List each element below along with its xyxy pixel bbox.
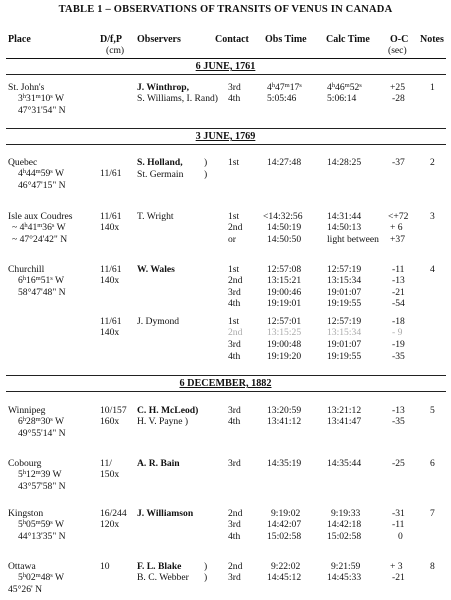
place-latitude: 58°47'48" N xyxy=(18,287,66,298)
header-rule xyxy=(6,58,446,59)
o-c: + 3 xyxy=(390,561,403,572)
observer-name: T. Wright xyxy=(137,211,174,222)
observer-name: J. Dymond xyxy=(137,316,180,327)
place-longitude: 4$^h$44$^m$59$^s$ W xyxy=(18,168,65,179)
obs-time: 19:19:01 xyxy=(267,298,302,309)
observer-name: J. Winthrop, xyxy=(137,82,189,93)
obs-time: 19:00:46 xyxy=(267,287,302,298)
header-oc: O-C xyxy=(390,34,409,45)
contact: 2nd xyxy=(228,561,243,572)
calc-time: 9:19:33 xyxy=(331,508,361,519)
place-longitude: 6$^h$16$^m$51$^s$ W xyxy=(18,275,65,286)
obs-time: 19:00:48 xyxy=(267,339,302,350)
contact: 1st xyxy=(228,211,240,222)
observer-name: B. C. Webber xyxy=(137,572,189,583)
calc-time: 14:45:33 xyxy=(327,572,362,583)
o-c: 0 xyxy=(398,531,403,542)
place-latitude: 47°31'54" N xyxy=(18,105,66,116)
obs-time: <14:32:56 xyxy=(263,211,303,222)
calc-time: 4$^h$46$^m$52$^s$ xyxy=(327,82,362,93)
header-place: Place xyxy=(8,34,31,45)
calc-time: 5:06:14 xyxy=(327,93,357,104)
section-rule xyxy=(6,391,446,392)
o-c: - 9 xyxy=(392,327,403,338)
dfp-value: 10 xyxy=(100,561,110,572)
obs-time: 13:15:25 xyxy=(267,327,302,338)
calc-time: 15:02:58 xyxy=(327,531,362,542)
note-number: 8 xyxy=(430,561,435,572)
place-latitude: ~ 47°24'42" N xyxy=(12,234,68,245)
observer-name: W. Wales xyxy=(137,264,175,275)
calc-time: 14:31:44 xyxy=(327,211,362,222)
dfp-value: 16/244 xyxy=(100,508,127,519)
calc-time: 13:41:47 xyxy=(327,416,362,427)
header-observers: Observers xyxy=(137,34,181,45)
place-longitude: 5$^h$12$^m$39 W xyxy=(18,469,62,480)
section-rule xyxy=(6,375,446,376)
obs-time: 12:57:08 xyxy=(267,264,302,275)
bracket: ) xyxy=(204,157,208,168)
place-name: Isle aux Coudres xyxy=(8,211,73,222)
contact: 3rd xyxy=(228,287,241,298)
contact: 2nd xyxy=(228,222,243,233)
contact: 3rd xyxy=(228,572,241,583)
calc-time: 19:19:55 xyxy=(327,298,362,309)
observer-name: F. L. Blake xyxy=(137,561,182,572)
obs-time: 12:57:01 xyxy=(267,316,302,327)
obs-time: 14:42:07 xyxy=(267,519,302,530)
section-rule xyxy=(6,144,446,145)
obs-time: 5:05:46 xyxy=(267,93,297,104)
o-c: -21 xyxy=(392,572,405,583)
observer-name: St. Germain xyxy=(137,169,184,180)
o-c: -37 xyxy=(392,157,405,168)
bracket: ) xyxy=(204,561,208,572)
place-name: Winnipeg xyxy=(8,405,46,416)
obs-time: 19:19:20 xyxy=(267,351,302,362)
contact: 4th xyxy=(228,416,241,427)
o-c: -35 xyxy=(392,351,405,362)
place-longitude: 5$^h$05$^m$59$^s$ W xyxy=(18,519,65,530)
place-name: Churchill xyxy=(8,264,45,275)
header-oc-unit: (sec) xyxy=(388,45,407,56)
note-number: 1 xyxy=(430,82,435,93)
calc-time: 14:50:13 xyxy=(327,222,362,233)
obs-time: 14:50:19 xyxy=(267,222,302,233)
place-name: Quebec xyxy=(8,157,38,168)
contact: 3rd xyxy=(228,405,241,416)
contact: 4th xyxy=(228,93,241,104)
observer-name: H. V. Payne ) xyxy=(137,416,189,427)
contact: 4th xyxy=(228,298,241,309)
dfp-value: 140x xyxy=(100,327,120,338)
o-c: + 6 xyxy=(390,222,403,233)
header-calc-time: Calc Time xyxy=(326,34,370,45)
header-obs-time: Obs Time xyxy=(265,34,307,45)
o-c: -21 xyxy=(392,287,405,298)
observer-name: J. Williamson xyxy=(137,508,194,519)
o-c: -25 xyxy=(392,458,405,469)
dfp-value: 10/157 xyxy=(100,405,127,416)
place-longitude: 6$^h$28$^m$30$^s$ W xyxy=(18,416,65,427)
o-c: <+72 xyxy=(388,211,409,222)
place-latitude: 43°57'58" N xyxy=(18,481,66,492)
contact: or xyxy=(228,234,236,245)
obs-time: 14:45:12 xyxy=(267,572,302,583)
place-name: Ottawa xyxy=(8,561,36,572)
note-number: 2 xyxy=(430,157,435,168)
calc-time: 14:35:44 xyxy=(327,458,362,469)
contact: 3rd xyxy=(228,519,241,530)
calc-time: 12:57:19 xyxy=(327,264,362,275)
contact: 4th xyxy=(228,531,241,542)
calc-time: 13:15:34 xyxy=(327,275,362,286)
contact: 1st xyxy=(228,316,240,327)
calc-time: 13:15:34 xyxy=(327,327,362,338)
note-number: 6 xyxy=(430,458,435,469)
o-c: -11 xyxy=(392,264,405,275)
place-longitude: 5$^h$02$^m$48$^s$ W xyxy=(18,572,65,583)
section-1761: 6 JUNE, 1761 xyxy=(195,61,256,72)
dfp-value: 140x xyxy=(100,275,120,286)
o-c: +37 xyxy=(390,234,406,245)
observer-name: S. Williams, I. Rand) xyxy=(137,93,218,104)
header-notes: Notes xyxy=(420,34,444,45)
contact: 2nd xyxy=(228,275,243,286)
header-dfp: D/f,P xyxy=(100,34,122,45)
obs-time: 14:50:50 xyxy=(267,234,302,245)
contact: 4th xyxy=(228,351,241,362)
place-latitude: 44°13'35" N xyxy=(18,531,66,542)
obs-time: 13:15:21 xyxy=(267,275,302,286)
bracket: ) xyxy=(204,572,208,583)
dfp-value: 150x xyxy=(100,469,120,480)
obs-time: 14:27:48 xyxy=(267,157,302,168)
place-name: Kingston xyxy=(8,508,44,519)
contact: 2nd xyxy=(228,327,243,338)
note-number: 5 xyxy=(430,405,435,416)
observer-name: S. Holland, xyxy=(137,157,183,168)
observer-name: C. H. McLeod) xyxy=(137,405,199,416)
obs-time: 13:41:12 xyxy=(267,416,302,427)
observer-name: A. R. Bain xyxy=(137,458,180,469)
o-c: -31 xyxy=(392,508,405,519)
obs-time: 14:35:19 xyxy=(267,458,302,469)
bracket: ) xyxy=(204,169,208,180)
place-latitude: 49°55'14" N xyxy=(18,428,66,439)
place-longitude: 3$^h$31$^m$10$^s$ W xyxy=(18,93,65,104)
dfp-value: 160x xyxy=(100,416,120,427)
obs-time: 4$^h$47$^m$17$^s$ xyxy=(267,82,302,93)
o-c: -13 xyxy=(392,275,405,286)
o-c: -13 xyxy=(392,405,405,416)
section-rule xyxy=(6,74,446,75)
place-name: St. John's xyxy=(8,82,45,93)
place-name: Cobourg xyxy=(8,458,42,469)
header-dfp-unit: (cm) xyxy=(106,45,125,56)
obs-time: 13:20:59 xyxy=(267,405,302,416)
o-c: +25 xyxy=(390,82,406,93)
place-longitude: ~ 4$^h$41$^m$36$^s$ W xyxy=(12,222,66,233)
note-number: 3 xyxy=(430,211,435,222)
note-number: 7 xyxy=(430,508,435,519)
calc-time: 13:21:12 xyxy=(327,405,362,416)
dfp-value: 140x xyxy=(100,222,120,233)
o-c: -35 xyxy=(392,416,405,427)
obs-time: 9:22:02 xyxy=(271,561,301,572)
contact: 1st xyxy=(228,157,240,168)
contact: 3rd xyxy=(228,82,241,93)
section-rule xyxy=(6,128,446,129)
section-1882: 6 DECEMBER, 1882 xyxy=(179,378,272,389)
contact: 3rd xyxy=(228,458,241,469)
dfp-value: 11/61 xyxy=(100,264,122,275)
o-c: -11 xyxy=(392,519,405,530)
o-c: -19 xyxy=(392,339,405,350)
header-contact: Contact xyxy=(215,34,249,45)
calc-time: 14:28:25 xyxy=(327,157,362,168)
calc-time: light between xyxy=(327,234,379,245)
dfp-value: 11/61 xyxy=(100,211,122,222)
contact: 1st xyxy=(228,264,240,275)
dfp-value: 120x xyxy=(100,519,120,530)
calc-time: 19:01:07 xyxy=(327,339,362,350)
place-latitude: 46°47'15" N xyxy=(18,180,66,191)
dfp-value: 11/ xyxy=(100,458,112,469)
calc-time: 9:21:59 xyxy=(331,561,361,572)
note-number: 4 xyxy=(430,264,435,275)
contact: 3rd xyxy=(228,339,241,350)
dfp-value: 11/61 xyxy=(100,316,122,327)
o-c: -18 xyxy=(392,316,405,327)
calc-time: 12:57:19 xyxy=(327,316,362,327)
obs-time: 9:19:02 xyxy=(271,508,301,519)
obs-time: 15:02:58 xyxy=(267,531,302,542)
place-latitude: 45°26' N xyxy=(8,584,43,595)
calc-time: 19:01:07 xyxy=(327,287,362,298)
dfp-value: 11/61 xyxy=(100,168,122,179)
o-c: -28 xyxy=(392,93,405,104)
calc-time: 14:42:18 xyxy=(327,519,362,530)
calc-time: 19:19:55 xyxy=(327,351,362,362)
o-c: -54 xyxy=(392,298,405,309)
table-title: TABLE 1 – OBSERVATIONS OF TRANSITS OF VENUS IN CANADA xyxy=(58,4,393,15)
contact: 2nd xyxy=(228,508,243,519)
section-1769: 3 JUNE, 1769 xyxy=(195,131,256,142)
